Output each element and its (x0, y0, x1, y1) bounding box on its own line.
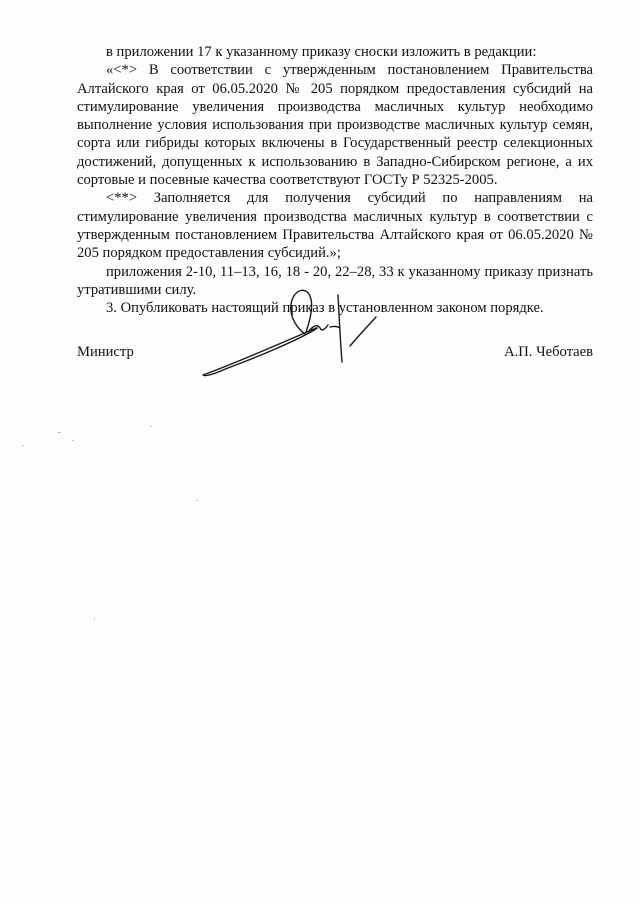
signature-block (77, 343, 593, 365)
scan-speck (22, 445, 24, 446)
handwritten-signature (200, 282, 390, 382)
scan-speck (58, 432, 61, 433)
footnote-2-paragraph: <**> Заполняется для получения субсидий по направлениям на стимулирование увеличения производства масличных культур в соответствии с утвержденным постановлением Правительства Алтайского края от 06.05.2020 № 205 порядком предоставления субсидий.»; (77, 190, 593, 262)
scan-speck (94, 618, 95, 620)
publication-paragraph: 3. Опубликовать настоящий приказ в установленном законом порядке. (106, 300, 544, 317)
intro-paragraph: в приложении 17 к указанному приказу сноски изложить в редакции: (106, 44, 537, 60)
footnote-1-paragraph: «<*> В соответствии с утвержденным постановлением Правительства Алтайского края от 06.05.2020 № 205 порядком предоставления субсидий на стимулирование увеличения производства масличных культур необходимо выполнение условия использования при производстве масличных культур семян, сорта или гибриды которых включены в Государственный реестр селекционных достижений, допущенных к использованию в Западно-Сибирском регионе, а их сортовые и посевные качества соответствуют ГОСТу Р 52325-2005. (77, 62, 593, 189)
signer-name: А.П. Чеботаев (504, 344, 593, 360)
signer-position: Министр (77, 344, 134, 360)
scan-speck (150, 426, 152, 427)
scan-speck (196, 500, 198, 501)
order-text (77, 43, 593, 317)
repeal-paragraph: приложения 2-10, 11–13, 16, 18 - 20, 22–28, 33 к указанному приказу признать утратившими силу. (77, 263, 593, 298)
scan-speck (72, 440, 74, 441)
